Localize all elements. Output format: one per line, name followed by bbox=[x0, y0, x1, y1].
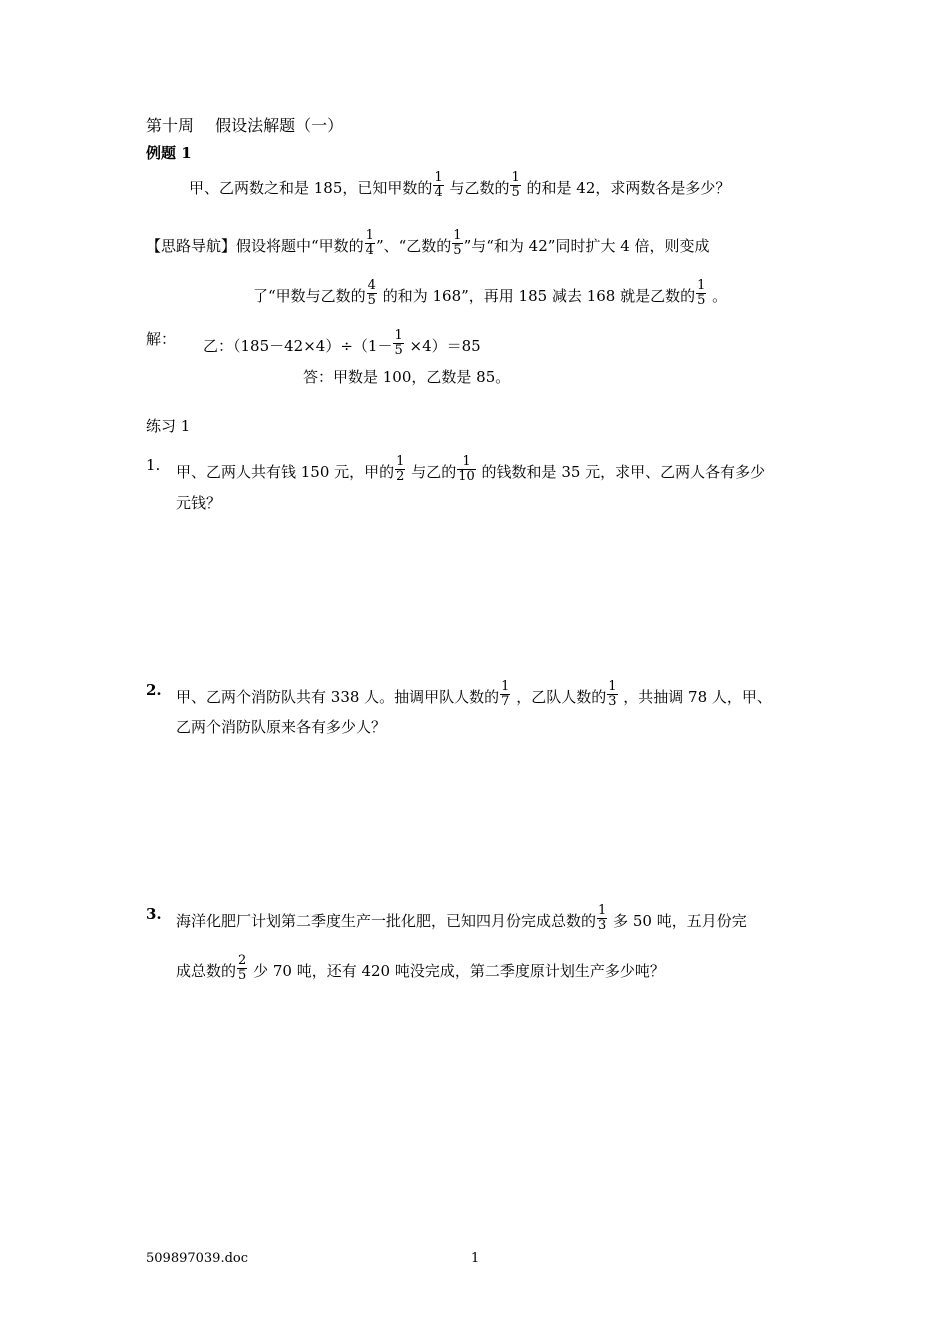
fraction: $\frac{1}{3}$ bbox=[598, 903, 607, 934]
question-3-line-1: 海洋化肥厂计划第二季度生产一批化肥，已知四月份完成总数的 $\frac{1}{3}$ 多 50 吨，五月份完 bbox=[176, 903, 747, 934]
fraction: $\frac{4}{5}$ bbox=[367, 278, 376, 309]
footer-page-number: 1 bbox=[471, 1251, 480, 1266]
question-1-line-1: 甲、乙两人共有钱 150 元，甲的 $\frac{1}{2}$ 与乙的 $\frac{1}{10}$ 的钱数和是 35 元，求甲、乙两人各有多少 bbox=[176, 454, 766, 485]
hint-line-2: 了“甲数与乙数的 $\frac{4}{5}$ 的和为 168”，再用 185 减去 168 就是乙数的 $\frac{1}{5}$ 。 bbox=[253, 278, 728, 309]
practice-heading: 练习 1 bbox=[146, 417, 191, 435]
fraction: $\frac{1}{5}$ bbox=[697, 278, 706, 309]
question-number: 3. bbox=[146, 905, 162, 923]
solution-label: 解： bbox=[146, 330, 177, 348]
fraction: $\frac{1}{5}$ bbox=[511, 170, 520, 201]
fraction: $\frac{1}{5}$ bbox=[453, 228, 462, 259]
question-number: 1. bbox=[146, 456, 161, 474]
fraction: $\frac{2}{5}$ bbox=[238, 953, 247, 984]
fraction: $\frac{1}{4}$ bbox=[365, 228, 374, 259]
question-3-line-2: 成总数的 $\frac{2}{5}$ 少 70 吨，还有 420 吨没完成，第二季度原计划生产多少吨？ bbox=[176, 953, 665, 984]
solution-answer: 答：甲数是 100，乙数是 85。 bbox=[303, 368, 511, 386]
hint-line-1: 【思路导航】假设将题中“甲数的 $\frac{1}{4}$ ”、“乙数的 $\frac{1}{5}$ ”与“和为 42”同时扩大 4 倍，则变成 bbox=[146, 228, 710, 259]
question-2-line-2: 乙两个消防队原来各有多少人？ bbox=[176, 718, 387, 736]
question-2-line-1: 甲、乙两个消防队共有 338 人。抽调甲队人数的 $\frac{1}{7}$ ，乙队人数的 $\frac{1}{3}$ ，共抽调 78 人，甲、 bbox=[176, 679, 772, 710]
fraction: $\frac{1}{3}$ bbox=[608, 679, 617, 710]
fraction: $\frac{1}{5}$ bbox=[394, 328, 403, 359]
page-title: 第十周 假设法解题（一） bbox=[146, 116, 344, 135]
footer-filename: 509897039.doc bbox=[146, 1251, 249, 1266]
fraction: $\frac{1}{4}$ bbox=[434, 170, 443, 201]
example-heading: 例题 1 bbox=[146, 144, 192, 162]
question-1-line-2: 元钱？ bbox=[176, 494, 222, 512]
example-problem: 甲、乙两数之和是 185，已知甲数的 $\frac{1}{4}$ 与乙数的 $\frac{1}{5}$ 的和是 42，求两数各是多少？ bbox=[189, 170, 731, 201]
fraction: $\frac{1}{10}$ bbox=[458, 454, 475, 485]
fraction: $\frac{1}{7}$ bbox=[501, 679, 510, 710]
solution-equation: 乙：（185－42×4）÷（1－ $\frac{1}{5}$ ×4）＝85 bbox=[203, 328, 481, 359]
question-number: 2. bbox=[146, 681, 162, 699]
fraction: $\frac{1}{2}$ bbox=[396, 454, 405, 485]
